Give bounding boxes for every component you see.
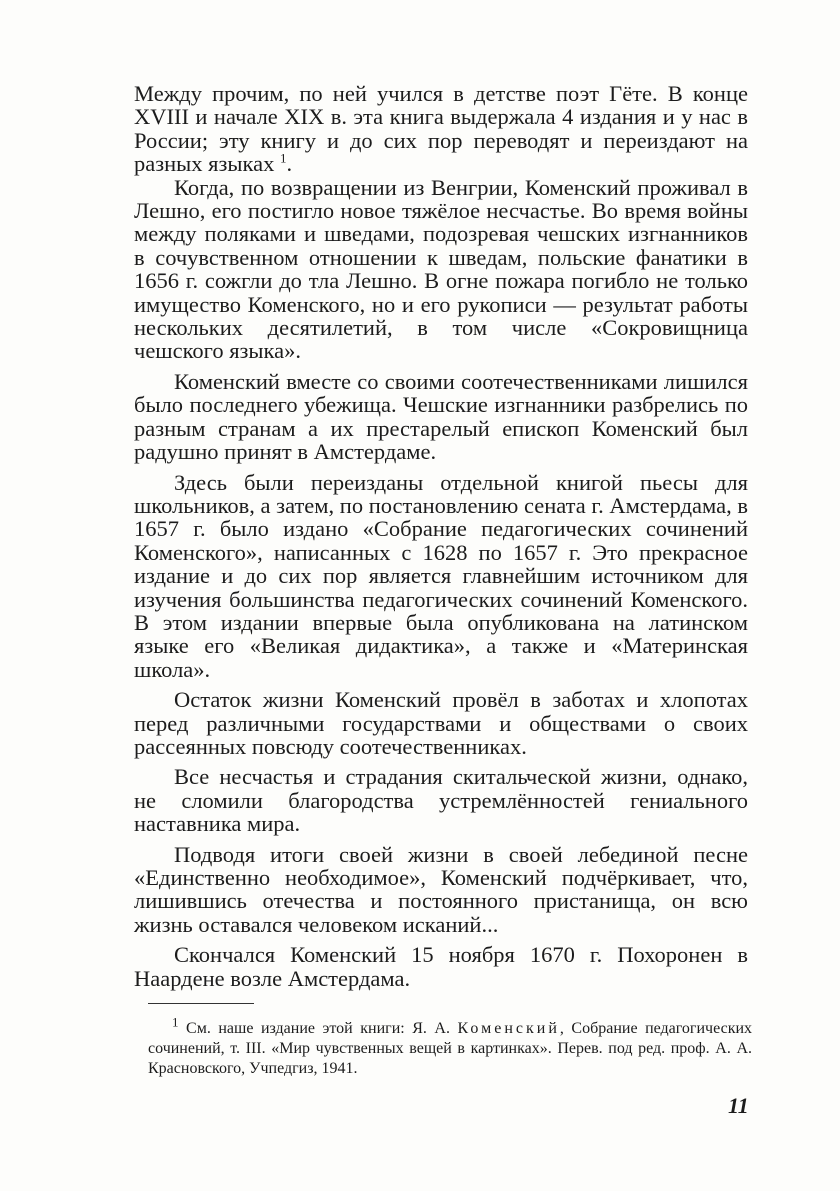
footnote-reference: 1 xyxy=(279,150,287,166)
main-text xyxy=(134,82,748,990)
paragraph: Все несчастья и страдания скитальческой жизни, однако, не сломили благородства устремлённостей гениального наставника мира. xyxy=(134,764,748,837)
footnote: $^1$ См. наше издание этой книги: Я. А. Коменский, Собрание педагогических сочинений, т. III. «Мир чувственных вещей в картинках». Перев. под ред. проф. А. А. Красновского, Учпедгиз, 1941. xyxy=(148,1014,753,1077)
paragraph: Скончался Коменский 15 ноября 1670 г. Похоронен в Наардене возле Амстердама. xyxy=(134,942,748,991)
paragraph: Между прочим, по ней учился в детстве поэт Гёте. В конце XVIII и начале XIX в. эта книга выдержала 4 издания и у нас в России; эту книгу и до сих пор переводят и переиздают на разных языках $^1$. xyxy=(134,81,748,177)
paragraph: Остаток жизни Коменский провёл в заботах и хлопотах перед различными государствами и обществами о своих рассеянных повсюду соотечественниках. xyxy=(134,687,748,759)
footnote-divider xyxy=(148,1003,254,1004)
paragraph: Здесь были переизданы отдельной книгой пьесы для школьников, а затем, по постановлению сената г. Амстердама, в 1657 г. было издано «Собрание педагогических сочинений Коменского», написанных с 1628 по 1657 г. Это прекрасное издание и до сих пор является главнейшим источником для изучения большинства педагогических сочинений Коменского. В этом издании впервые была опубликована на латинском языке его «Великая дидактика», а также и «Материнская школа». xyxy=(134,469,748,682)
page-number: 11 xyxy=(728,1093,749,1118)
paragraph: Когда, по возвращении из Венгрии, Коменский проживал в Лешно, его постигло новое тяжёлое несчастье. Во время войны между поляками и шведами, подозревая чешских изгнанников в сочувственном отношении к шведам, польские фанатики в 1656 г. сожгли до тла Лешно. В огне пожара погибло не только имущество Коменского, но и его рукописи — результат работы нескольких десятилетий, в том числе «Сокровищница чешского языка». xyxy=(134,174,748,364)
paragraph: Коменский вместе со своими соотечественниками лишился было последнего убежища. Чешские изгнанники разбрелись по разным странам а их престарелый епископ Коменский был радушно принят в Амстердаме. xyxy=(134,368,748,465)
paragraph: Подводя итоги своей жизни в своей лебединой песне «Единственно необходимое», Коменский подчёркивает, что, лишившись отечества и постоянного пристанища, он всю жизнь оставался человеком исканий... xyxy=(134,841,748,937)
footnote-marker: 1 xyxy=(172,1014,179,1030)
footnote-author: Коменский xyxy=(457,1020,560,1037)
